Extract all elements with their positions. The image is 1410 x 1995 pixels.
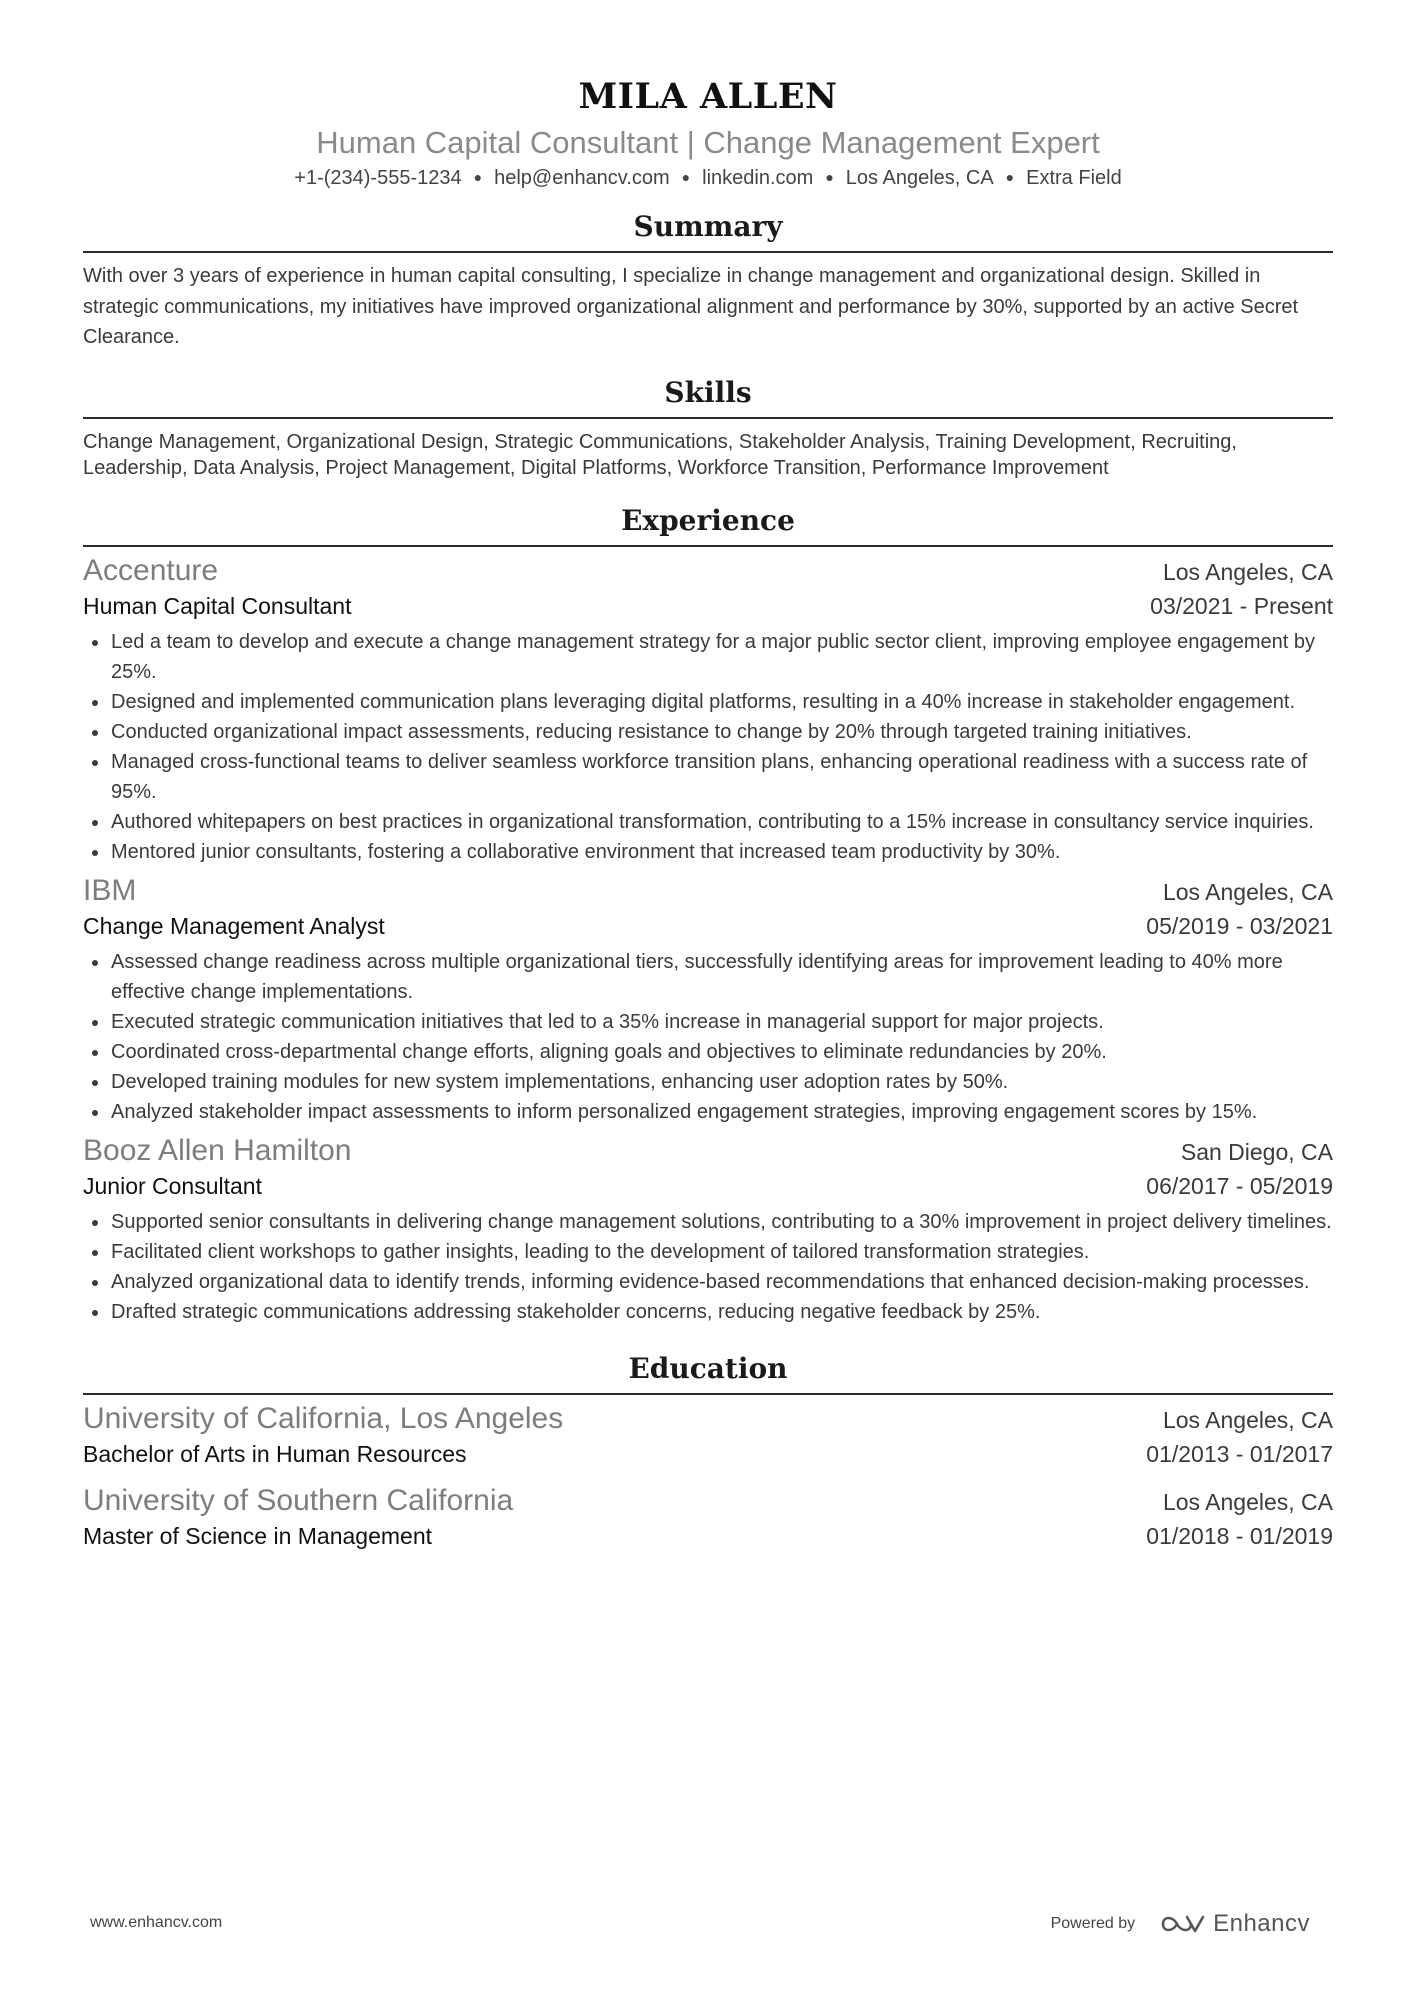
summary-section bbox=[83, 207, 1333, 353]
enhancv-brand[interactable] bbox=[1159, 1910, 1310, 1938]
experience-title: Experience bbox=[83, 501, 1333, 547]
candidate-name: MILA ALLEN bbox=[578, 76, 838, 117]
brand-name: Enhancv bbox=[1213, 1910, 1310, 1937]
experience-header-row bbox=[83, 873, 1333, 909]
achievement-list bbox=[83, 1207, 1333, 1327]
contact-phone: +1-(234)-555-1234 bbox=[294, 167, 462, 189]
job-location: San Diego, CA bbox=[1180, 1138, 1333, 1165]
school-location: Los Angeles, CA bbox=[1162, 1488, 1333, 1515]
experience-entry bbox=[83, 553, 1333, 867]
list-item: Assessed change readiness across multiple organizational tiers, successfully identifying areas for improvement leading to 40% more effective change implementations. bbox=[83, 947, 1333, 1007]
powered-by-block bbox=[1051, 1910, 1310, 1938]
experience-entry bbox=[83, 1133, 1333, 1327]
job-location: Los Angeles, CA bbox=[1162, 558, 1333, 585]
contact-location: Los Angeles, CA bbox=[845, 167, 994, 189]
list-item: Authored whitepapers on best practices in organizational transformation, contributing to a 15% increase in consultancy service inquiries. bbox=[83, 807, 1333, 837]
job-title: Junior Consultant bbox=[83, 1172, 262, 1199]
separator-dot: ● bbox=[1005, 169, 1015, 185]
list-item: Analyzed organizational data to identify trends, informing evidence-based recommendations that enhanced decision-making processes. bbox=[83, 1267, 1333, 1297]
experience-section bbox=[83, 501, 1333, 1327]
summary-title: Summary bbox=[83, 207, 1333, 253]
skills-title: Skills bbox=[83, 373, 1333, 419]
list-item: Designed and implemented communication plans leveraging digital platforms, resulting in a 40% increase in stakeholder engagement. bbox=[83, 687, 1333, 717]
education-degree-row bbox=[83, 1519, 1333, 1553]
list-item: Developed training modules for new system implementations, enhancing user adoption rates by 50%. bbox=[83, 1067, 1333, 1097]
education-title: Education bbox=[83, 1349, 1333, 1395]
job-title: Change Management Analyst bbox=[83, 912, 385, 939]
job-dates: 06/2017 - 05/2019 bbox=[1146, 1172, 1333, 1199]
list-item: Managed cross-functional teams to deliver seamless workforce transition plans, enhancing operational readiness with a success rate of 95%. bbox=[83, 747, 1333, 807]
company-name: Booz Allen Hamilton bbox=[83, 1133, 352, 1167]
degree-name: Bachelor of Arts in Human Resources bbox=[83, 1440, 467, 1467]
powered-by-label: Powered by bbox=[1050, 1915, 1136, 1932]
education-entry bbox=[83, 1483, 1333, 1553]
education-entry bbox=[83, 1401, 1333, 1471]
list-item: Executed strategic communication initiatives that led to a 35% increase in managerial support for major projects. bbox=[83, 1007, 1333, 1037]
resume-page bbox=[83, 70, 1333, 1553]
education-section bbox=[83, 1349, 1333, 1553]
school-location: Los Angeles, CA bbox=[1162, 1406, 1333, 1433]
list-item: Conducted organizational impact assessments, reducing resistance to change by 20% through targeted training initiatives. bbox=[83, 717, 1333, 747]
separator-dot: ● bbox=[825, 169, 834, 185]
experience-entry bbox=[83, 873, 1333, 1127]
skills-section bbox=[83, 373, 1333, 481]
contact-line bbox=[83, 162, 1333, 193]
experience-role-row bbox=[83, 1169, 1333, 1203]
contact-email: help@enhancv.com bbox=[494, 167, 670, 189]
job-dates: 05/2019 - 03/2021 bbox=[1146, 912, 1333, 939]
experience-header-row bbox=[83, 553, 1333, 589]
job-dates: 03/2021 - Present bbox=[1150, 592, 1333, 619]
website-link[interactable]: www.enhancv.com bbox=[90, 1914, 223, 1931]
job-title: Human Capital Consultant bbox=[83, 592, 352, 619]
school-name: University of California, Los Angeles bbox=[83, 1401, 564, 1435]
separator-dot: ● bbox=[473, 169, 483, 185]
separator-dot: ● bbox=[681, 169, 691, 185]
candidate-tagline: Human Capital Consultant | Change Management Expert bbox=[316, 125, 1100, 160]
contact-linkedin: linkedin.com bbox=[702, 167, 814, 189]
education-header-row bbox=[83, 1401, 1333, 1437]
school-name: University of Southern California bbox=[83, 1483, 514, 1517]
company-name: IBM bbox=[83, 873, 137, 907]
education-header-row bbox=[83, 1483, 1333, 1519]
list-item: Mentored junior consultants, fostering a collaborative environment that increased team productivity by 30%. bbox=[83, 837, 1333, 867]
list-item: Facilitated client workshops to gather insights, leading to the development of tailored transformation strategies. bbox=[83, 1237, 1333, 1267]
summary-text: With over 3 years of experience in human capital consulting, I specialize in change management and organizational design. Skilled in strategic communications, my initiatives have improved organizational alignment and performance by 30%, supported by an active Secret Clearance. bbox=[83, 265, 1299, 348]
contact-extra-field: Extra Field bbox=[1026, 167, 1122, 189]
job-location: Los Angeles, CA bbox=[1162, 878, 1333, 905]
list-item: Supported senior consultants in delivering change management solutions, contributing to a 30% improvement in project delivery timelines. bbox=[83, 1207, 1333, 1237]
achievement-list bbox=[83, 947, 1333, 1127]
degree-name: Master of Science in Management bbox=[83, 1522, 433, 1549]
list-item: Led a team to develop and execute a change management strategy for a major public sector client, improving employee engagement by 25%. bbox=[83, 627, 1333, 687]
achievement-list bbox=[83, 627, 1333, 867]
education-dates: 01/2013 - 01/2017 bbox=[1146, 1440, 1333, 1467]
page-footer bbox=[0, 1910, 1410, 1940]
list-item: Drafted strategic communications addressing stakeholder concerns, reducing negative feedback by 25%. bbox=[83, 1297, 1333, 1327]
resume-header bbox=[83, 70, 1333, 193]
experience-role-row bbox=[83, 589, 1333, 623]
experience-header-row bbox=[83, 1133, 1333, 1169]
skills-text: Change Management, Organizational Design, Strategic Communications, Stakeholder Analysis, Training Development, Recruiting, Leadership, Data Analysis, Project Management, Digital Platforms, Workforce Transition, Performance Improvement bbox=[83, 430, 1237, 479]
education-degree-row bbox=[83, 1437, 1333, 1471]
list-item: Coordinated cross-departmental change efforts, aligning goals and objectives to eliminate redundancies by 20%. bbox=[83, 1037, 1333, 1067]
education-dates: 01/2018 - 01/2019 bbox=[1146, 1522, 1333, 1549]
company-name: Accenture bbox=[83, 553, 219, 587]
list-item: Analyzed stakeholder impact assessments to inform personalized engagement strategies, improving engagement scores by 15%. bbox=[83, 1097, 1333, 1127]
enhancv-logo-icon bbox=[1159, 1912, 1205, 1936]
experience-role-row bbox=[83, 909, 1333, 943]
